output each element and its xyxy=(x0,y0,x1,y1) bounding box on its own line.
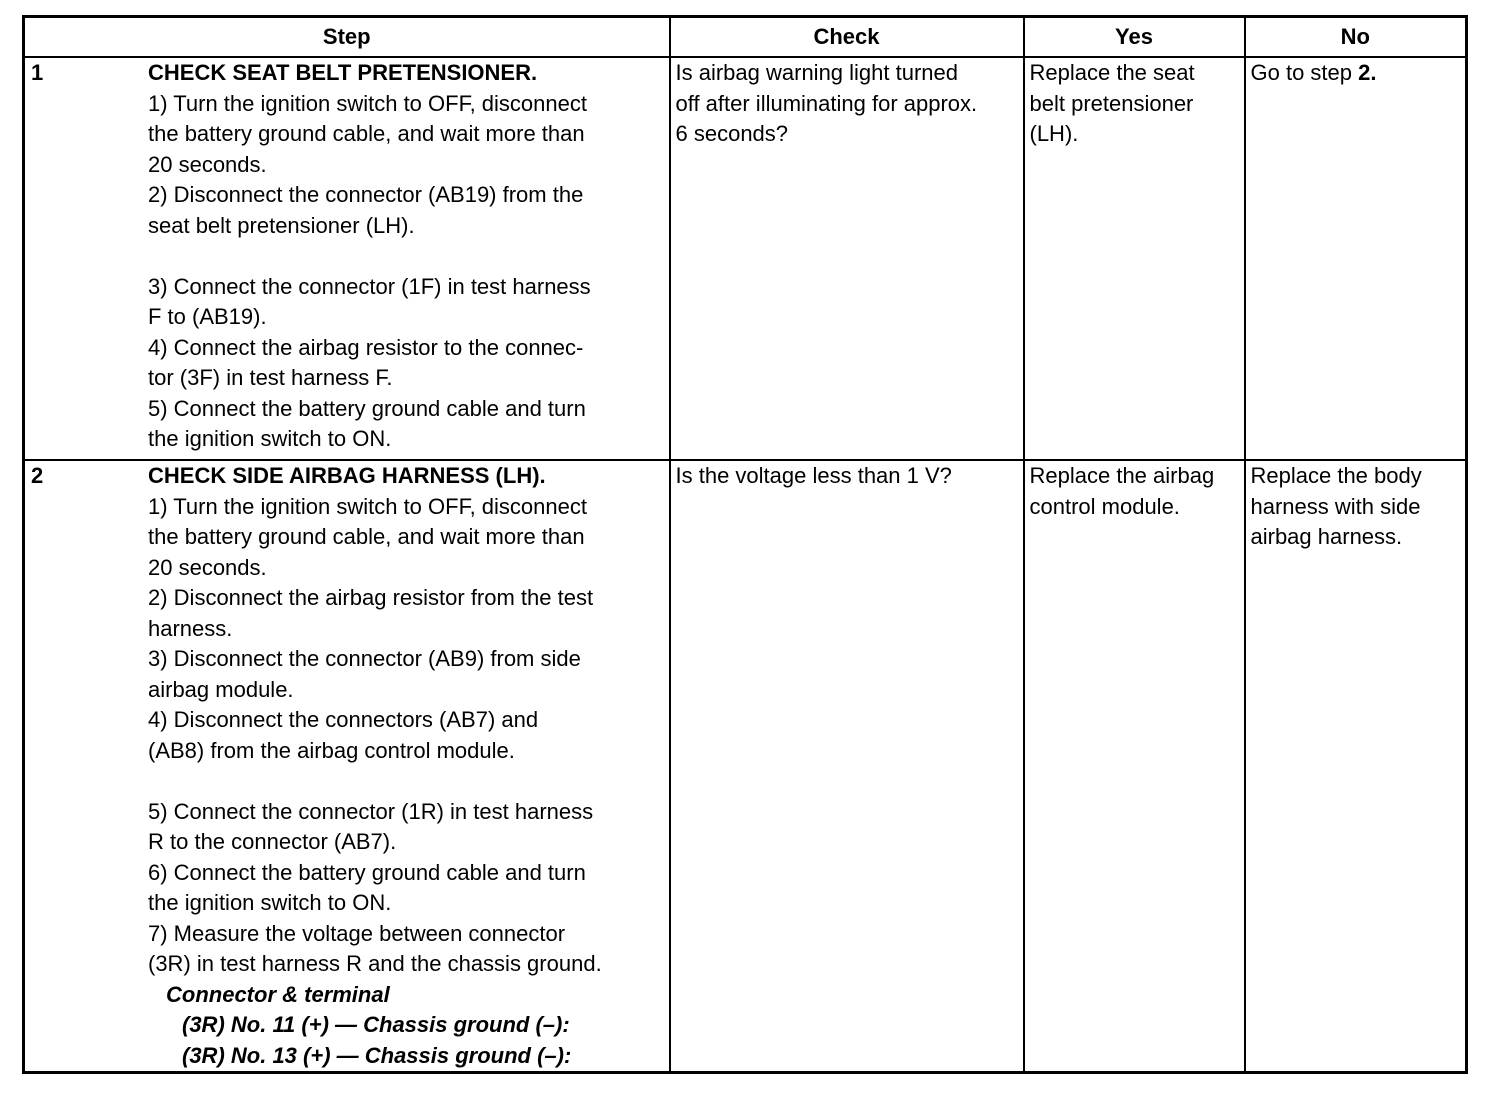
header-row xyxy=(24,17,1467,58)
no-line: Replace the body xyxy=(1250,463,1422,488)
step-line: 1) Turn the ignition switch to OFF, disconnect xyxy=(148,493,587,519)
no-line: airbag harness. xyxy=(1250,524,1403,549)
step-line: 4) Disconnect the connectors (AB7) and xyxy=(148,707,539,732)
step-line: the ignition switch to ON. xyxy=(148,890,392,915)
no-cell xyxy=(1245,57,1467,460)
header-check: Check xyxy=(670,17,1024,58)
step-spacer xyxy=(148,241,663,272)
yes-cell xyxy=(1024,460,1245,1073)
connector-terminal-heading: Connector & terminal xyxy=(166,981,390,1007)
step-line: (AB8) from the airbag control module. xyxy=(148,737,515,763)
step-line: 3) Connect the connector (1F) in test harness xyxy=(148,273,591,299)
no-step-link: 2. xyxy=(1358,60,1377,85)
header-no: No xyxy=(1245,17,1467,58)
step-line: 1) Turn the ignition switch to OFF, disconnect xyxy=(148,90,587,116)
step-line: 2) Disconnect the connector (AB19) from the xyxy=(148,182,584,207)
no-prefix: Go to step xyxy=(1250,60,1359,85)
step-line: the battery ground cable, and wait more than xyxy=(148,524,585,549)
check-cell xyxy=(670,460,1024,1073)
step-line: 5) Connect the connector (1R) in test harness xyxy=(148,798,594,824)
yes-line: (LH). xyxy=(1029,121,1079,146)
step-title: CHECK SIDE AIRBAG HARNESS (LH). xyxy=(148,463,546,488)
step-number: 1 xyxy=(31,60,44,85)
no-line: harness with side xyxy=(1250,493,1421,519)
step-line: 4) Connect the airbag resistor to the connec- xyxy=(148,334,584,360)
header-yes: Yes xyxy=(1024,17,1245,58)
step-line: the battery ground cable, and wait more than xyxy=(148,121,585,146)
yes-line: Replace the airbag xyxy=(1029,463,1215,488)
connector-terminal-line: (3R) No. 11 (+) — Chassis ground (–): xyxy=(182,1012,570,1037)
step-line: F to (AB19). xyxy=(148,304,267,329)
step-line: 20 seconds. xyxy=(148,554,267,580)
check-line: 6 seconds? xyxy=(675,121,789,146)
step-cell xyxy=(24,57,670,460)
connector-terminal-line: (3R) No. 13 (+) — Chassis ground (–): xyxy=(182,1042,572,1068)
table-row xyxy=(24,57,1467,460)
yes-line: control module. xyxy=(1029,493,1180,519)
step-line: airbag module. xyxy=(148,676,294,702)
step-title: CHECK SEAT BELT PRETENSIONER. xyxy=(148,60,538,85)
step-line: 2) Disconnect the airbag resistor from the test xyxy=(148,585,594,610)
no-cell xyxy=(1245,460,1467,1073)
step-number: 2 xyxy=(31,463,44,488)
step-body xyxy=(148,58,665,455)
step-line: 5) Connect the battery ground cable and turn xyxy=(148,395,586,421)
step-line: tor (3F) in test harness F. xyxy=(148,365,393,390)
step-body xyxy=(148,461,665,1071)
step-line: (3R) in test harness R and the chassis ground. xyxy=(148,951,602,976)
yes-cell xyxy=(1024,57,1245,460)
step-line: 6) Connect the battery ground cable and turn xyxy=(148,859,586,885)
step-line: 20 seconds. xyxy=(148,151,267,177)
yes-line: belt pretensioner xyxy=(1029,90,1194,116)
yes-line: Replace the seat xyxy=(1029,60,1195,85)
check-line: off after illuminating for approx. xyxy=(675,90,978,116)
diagnostic-table xyxy=(22,15,1468,1074)
step-spacer xyxy=(148,766,663,797)
step-line: 7) Measure the voltage between connector xyxy=(148,920,566,946)
check-cell xyxy=(670,57,1024,460)
step-line: seat belt pretensioner (LH). xyxy=(148,212,415,238)
no-line xyxy=(1251,58,1462,89)
check-line: Is airbag warning light turned xyxy=(675,60,958,85)
step-line: harness. xyxy=(148,615,233,641)
step-line: 3) Disconnect the connector (AB9) from side xyxy=(148,646,581,671)
check-line: Is the voltage less than 1 V? xyxy=(675,463,952,488)
step-line: the ignition switch to ON. xyxy=(148,426,392,451)
step-line: R to the connector (AB7). xyxy=(148,829,397,854)
step-cell xyxy=(24,460,670,1073)
header-step: Step xyxy=(24,17,670,58)
table-row xyxy=(24,460,1467,1073)
